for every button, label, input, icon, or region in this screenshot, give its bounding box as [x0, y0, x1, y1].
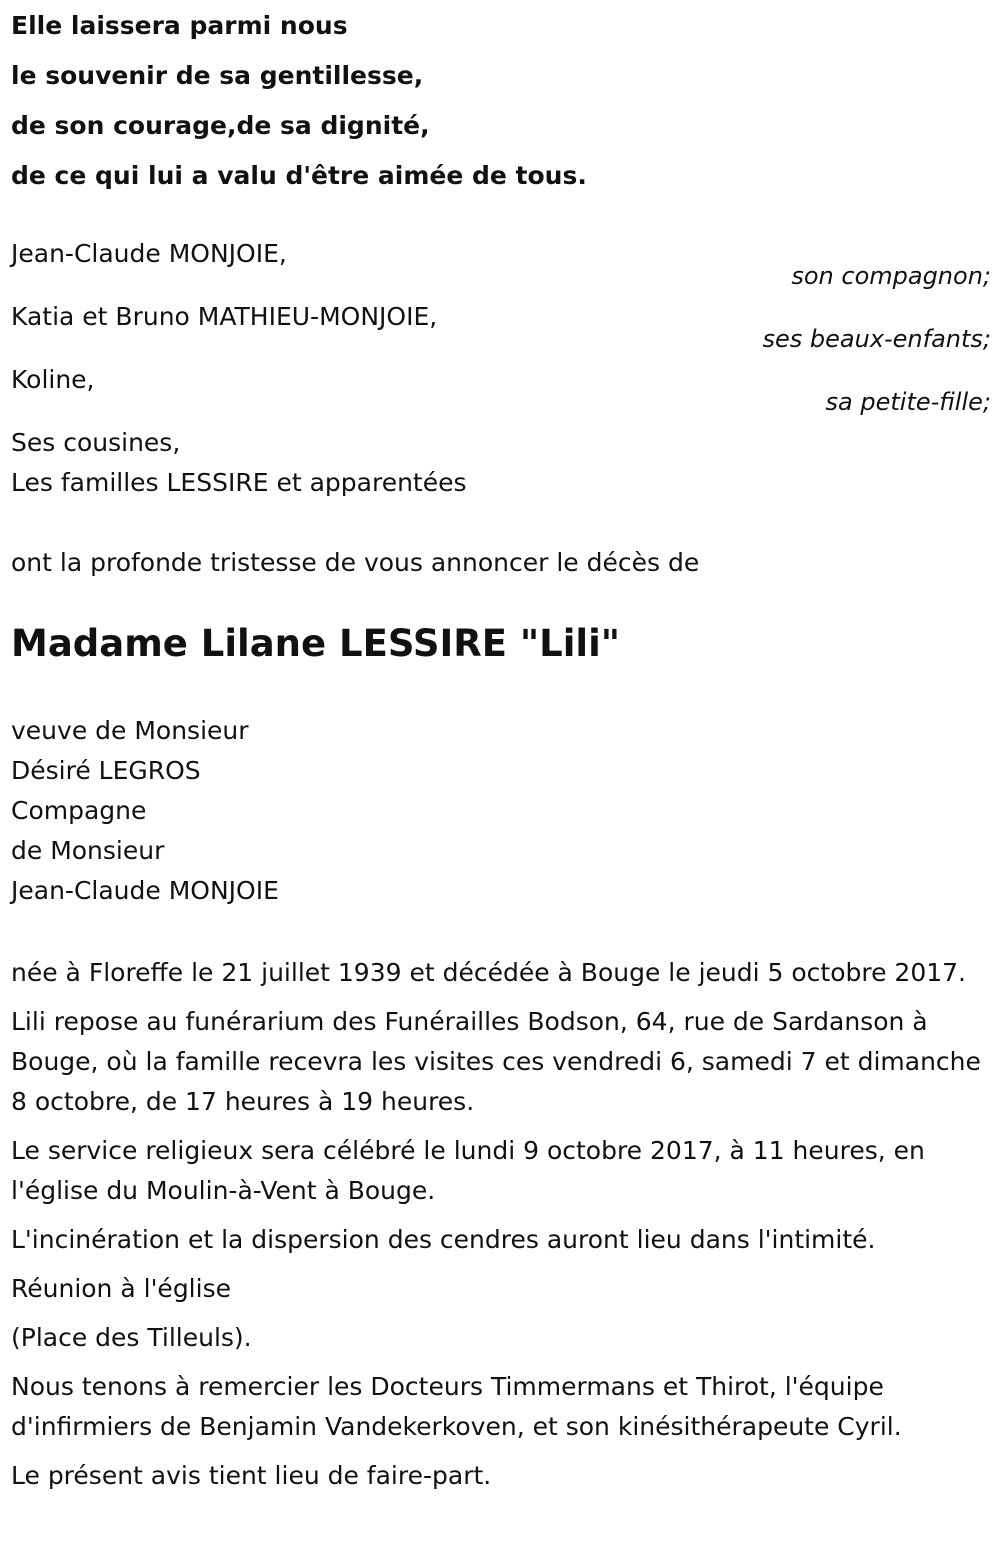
poem-line: le souvenir de sa gentillesse, [11, 61, 424, 90]
visitation-paragraph: Lili repose au funérarium des Funérailles Bodson, 64, rue de Sardanson à Bouge, où la famille recevra les visites ces vendredi 6, samedi 7 et dimanche 8 octobre, de 17 heures à 19 heures. [11, 1007, 981, 1116]
family-member [11, 297, 991, 360]
family-others-line: Les familles LESSIRE et apparentées [11, 468, 467, 497]
family-member [11, 234, 991, 297]
family-member-name: Katia et Bruno MATHIEU-MONJOIE, [11, 302, 438, 331]
family-member [11, 360, 991, 423]
poem-line: de ce qui lui a valu d'être aimée de tous. [11, 161, 587, 190]
marital-status-line: Jean-Claude MONJOIE [11, 876, 279, 905]
birth-death-paragraph: née à Floreffe le 21 juillet 1939 et décédée à Bouge le jeudi 5 octobre 2017. [11, 958, 966, 987]
family-member-relation: sa petite-fille; [825, 388, 991, 416]
family-member-relation: son compagnon; [791, 262, 991, 290]
family-others-line: Ses cousines, [11, 428, 181, 457]
meeting-paragraph: Réunion à l'église [11, 1274, 231, 1303]
obituary-notice [11, 0, 991, 1505]
meeting-place-paragraph: (Place des Tilleuls). [11, 1323, 252, 1352]
marital-status-line: Désiré LEGROS [11, 756, 201, 785]
family-member-name: Jean-Claude MONJOIE, [11, 239, 287, 268]
service-paragraph: Le service religieux sera célébré le lundi 9 octobre 2017, à 11 heures, en l'église du Moulin-à-Vent à Bouge. [11, 1136, 925, 1205]
family-member-name: Koline, [11, 365, 95, 394]
family-member-relation: ses beaux-enfants; [762, 325, 991, 353]
closing-paragraph: Le présent avis tient lieu de faire-part. [11, 1461, 492, 1490]
tribute-poem [11, 1, 991, 201]
marital-status-line: Compagne [11, 796, 147, 825]
marital-status [11, 711, 991, 911]
announcement-text: ont la profonde tristesse de vous annoncer le décès de [11, 548, 700, 577]
deceased-name: Madame Lilane LESSIRE "Lili" [11, 622, 621, 665]
marital-status-line: veuve de Monsieur [11, 716, 249, 745]
family-list [11, 234, 991, 503]
cremation-paragraph: L'incinération et la dispersion des cendres auront lieu dans l'intimité. [11, 1225, 876, 1254]
poem-line: Elle laissera parmi nous [11, 11, 348, 40]
marital-status-line: de Monsieur [11, 836, 165, 865]
poem-line: de son courage,de sa dignité, [11, 111, 430, 140]
thanks-paragraph: Nous tenons à remercier les Docteurs Timmermans et Thirot, l'équipe d'infirmiers de Benjamin Vandekerkoven, et son kinésithérapeute Cyril. [11, 1372, 902, 1441]
funeral-details [11, 953, 991, 1496]
